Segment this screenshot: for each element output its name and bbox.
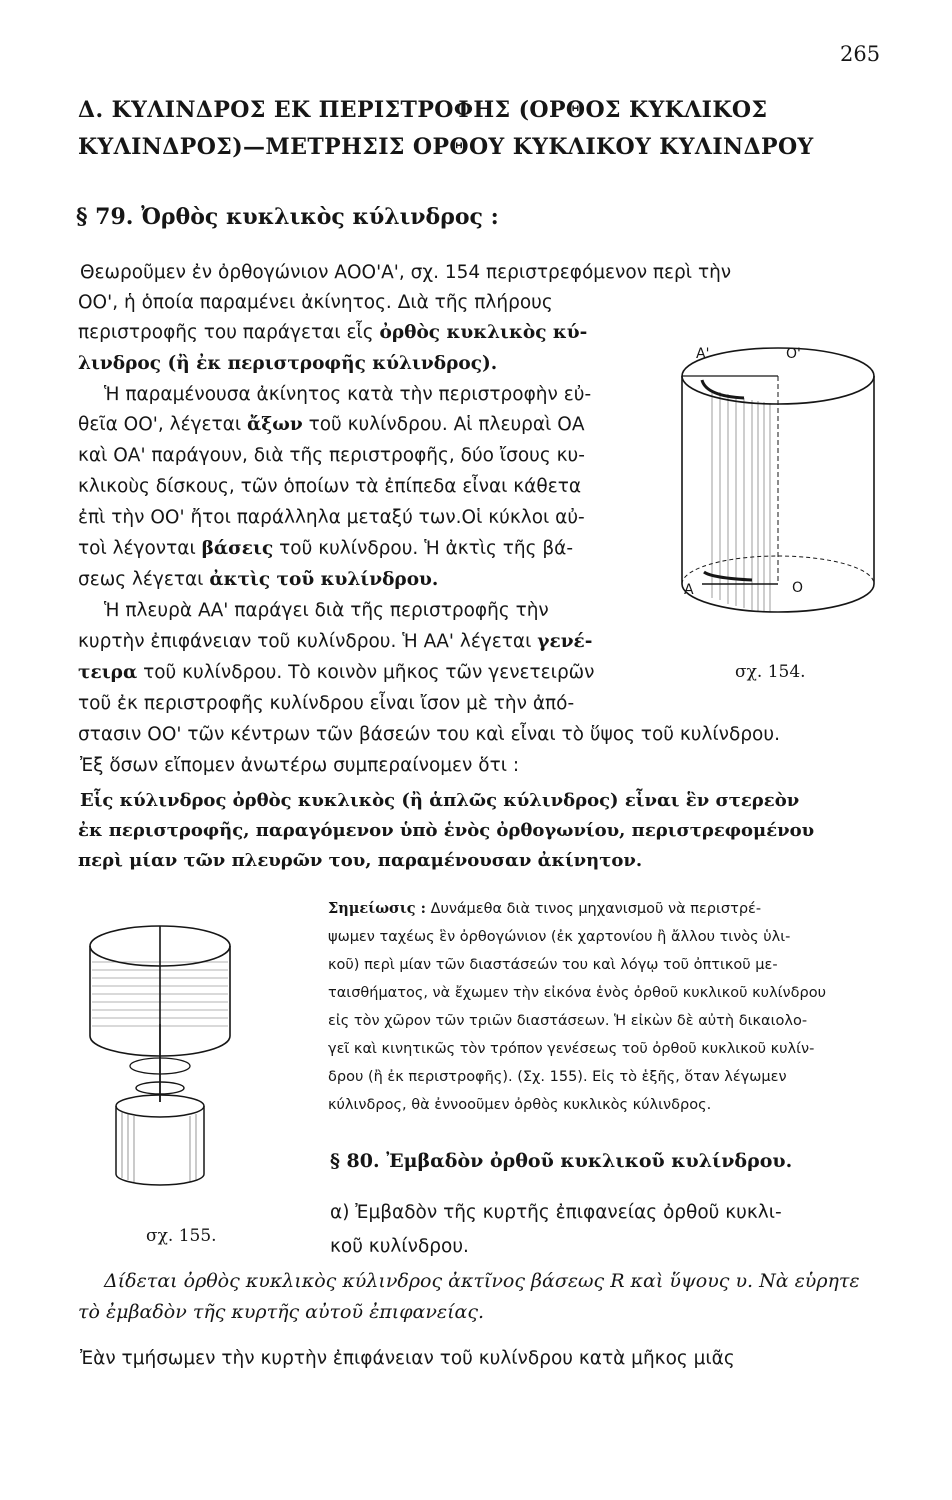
subsection-line: α) Ἐμβαδὸν τῆς κυρτῆς ἐπιφανείας ὀρθοῦ κυκλι- (330, 1202, 782, 1223)
problem-line: Δίδεται ὀρθὸς κυκλικὸς κύλινδρος ἀκτῖνος βάσεως R καὶ ὕψους υ. Νὰ εὑρητε (104, 1270, 860, 1292)
remark-label: Σημείωσις : (328, 900, 426, 917)
body-line: τοῦ ἐκ περιστροφῆς κυλίνδρου εἶναι ἴσον μὲ τὴν ἀπό- (78, 693, 575, 714)
body-line: σεως λέγεται ἀκτὶς τοῦ κυλίνδρου. (78, 569, 439, 590)
body-line: Θεωροῦμεν ἐν ὀρθογώνιον ΑΟΟ'Α', σχ. 154 περιστρεφόμενον περὶ τὴν (80, 262, 732, 283)
label-O: Ο (792, 580, 804, 596)
definition-line: ἐκ περιστροφῆς, παραγόμενον ὑπὸ ἑνὸς ὀρθογωνίου, περιστρεφομένου (78, 820, 815, 841)
chapter-heading-line-1: Δ. ΚΥΛΙΝΔΡΟΣ ΕΚ ΠΕΡΙΣΤΡΟΦΗΣ (ΟΡΘΟΣ ΚΥΚΛΙΚΟΣ (78, 97, 768, 123)
remark-line: γεῖ καὶ κινητικῶς τὸν τρόπον γενέσεως τοῦ ὀρθοῦ κυκλικοῦ κυλίν- (328, 1041, 815, 1057)
body-line: ἐπὶ τὴν ΟΟ' ἤτοι παράλληλα μεταξύ των.Οἱ κύκλοι αὐ- (78, 507, 585, 528)
body-line: περιστροφῆς του παράγεται εἷς ὀρθὸς κυκλικὸς κύ- (78, 322, 588, 343)
figure-154-caption: σχ. 154. (735, 662, 806, 682)
problem-line: τὸ ἐμβαδὸν τῆς κυρτῆς αὐτοῦ ἐπιφανείας. (78, 1301, 485, 1323)
body-line: τοὶ λέγονται βάσεις τοῦ κυλίνδρου. Ἡ ἀκτὶς τῆς βά- (78, 538, 574, 559)
figure-154-cylinder (672, 328, 892, 638)
term-bold: γενέ- (537, 631, 593, 652)
body-line: Ἡ πλευρὰ ΑΑ' παράγει διὰ τῆς περιστροφῆς τὴν (104, 600, 549, 621)
remark-line: κοῦ) περὶ μίαν τῶν διαστάσεών του καὶ λόγῳ τοῦ ὀπτικοῦ με- (328, 957, 778, 973)
body-line: καὶ ΟΑ' παράγουν, διὰ τῆς περιστροφῆς, δύο ἴσους κυ- (78, 445, 585, 466)
label-A: Α (684, 582, 694, 598)
body-line: Ἐὰν τμήσωμεν τὴν κυρτὴν ἐπιφάνειαν τοῦ κυλίνδρου κατὰ μῆκος μιᾶς (80, 1348, 735, 1369)
remark-line: εἰς τὸν χῶρον τῶν τριῶν διαστάσεων. Ἡ εἰκὼν δὲ αὐτὴ δικαιολο- (328, 1013, 808, 1029)
figure-155-caption: σχ. 155. (146, 1226, 217, 1246)
body-line: ΟΟ', ἡ ὁποία παραμένει ἀκίνητος. Διὰ τῆς πλήρους (78, 292, 553, 313)
figure-155-rotating-rectangle (78, 912, 248, 1212)
remark-line: ψωμεν ταχέως ἓν ὀρθογώνιον (ἐκ χαρτονίου ἢ ἄλλου τινὸς ὑλι- (328, 929, 791, 945)
body-line: τειρα τοῦ κυλίνδρου. Τὸ κοινὸν μῆκος τῶν γενετειρῶν (78, 662, 595, 683)
remark-line: ταισθήματος, νὰ ἔχωμεν τὴν εἰκόνα ἑνὸς ὀρθοῦ κυκλικοῦ κυλίνδρου (328, 985, 826, 1001)
body-line: κλικοὺς δίσκους, τῶν ὁποίων τὰ ἐπίπεδα εἶναι κάθετα (78, 476, 582, 497)
label-A-prime: Α' (696, 346, 710, 362)
body-line: λινδρος (ἢ ἐκ περιστροφῆς κύλινδρος). (78, 353, 498, 374)
body-line: στασιν ΟΟ' τῶν κέντρων τῶν βάσεών του καὶ εἶναι τὸ ὕψος τοῦ κυλίνδρου. (78, 724, 780, 745)
section-80-title: § 80. Ἐμβαδὸν ὀρθοῦ κυκλικοῦ κυλίνδρου. (330, 1150, 793, 1172)
term-bold: βάσεις (201, 538, 274, 559)
term-bold: ἄξων (247, 414, 303, 435)
label-O-prime: Ο' (786, 346, 801, 362)
remark-line: κύλινδρος, θὰ ἐννοοῦμεν ὀρθὸς κυκλικὸς κύλινδρος. (328, 1097, 712, 1113)
page-number: 265 (840, 42, 881, 66)
term-bold: ἀκτὶς τοῦ κυλίνδρου. (209, 569, 439, 590)
definition-line: Εἷς κύλινδρος ὀρθὸς κυκλικὸς (ἢ ἁπλῶς κύλινδρος) εἶναι ἓν στερεὸν (80, 790, 800, 811)
body-line: Ἡ παραμένουσα ἀκίνητος κατὰ τὴν περιστροφὴν εὐ- (104, 384, 592, 405)
body-line: κυρτὴν ἐπιφάνειαν τοῦ κυλίνδρου. Ἡ ΑΑ' λέγεται γενέ- (78, 631, 593, 652)
definition-line: περὶ μίαν τῶν πλευρῶν του, παραμένουσαν ἀκίνητον. (78, 850, 643, 871)
term-bold: ὀρθὸς κυκλικὸς κύ- (379, 322, 588, 343)
remark-line: δρου (ἢ ἐκ περιστροφῆς). (Σχ. 155). Εἰς τὸ ἑξῆς, ὅταν λέγωμεν (328, 1069, 787, 1085)
remark-line: Σημείωσις : Δυνάμεθα διὰ τινος μηχανισμοῦ νὰ περιστρέ- (328, 900, 762, 917)
section-79-title: § 79. Ὀρθὸς κυκλικὸς κύλινδρος : (76, 204, 499, 230)
subsection-line: κοῦ κυλίνδρου. (330, 1236, 469, 1257)
body-line: θεῖα ΟΟ', λέγεται ἄξων τοῦ κυλίνδρου. Αἱ πλευραὶ ΟΑ (78, 414, 585, 435)
body-line: Ἐξ ὅσων εἴπομεν ἀνωτέρω συμπεραίνομεν ὅτι : (80, 755, 520, 776)
chapter-heading-line-2: ΚΥΛΙΝΔΡΟΣ)—ΜΕΤΡΗΣΙΣ ΟΡΘΟΥ ΚΥΚΛΙΚΟΥ ΚΥΛΙΝΔΡΟΥ (78, 134, 814, 160)
term-bold: τειρα (78, 662, 138, 683)
